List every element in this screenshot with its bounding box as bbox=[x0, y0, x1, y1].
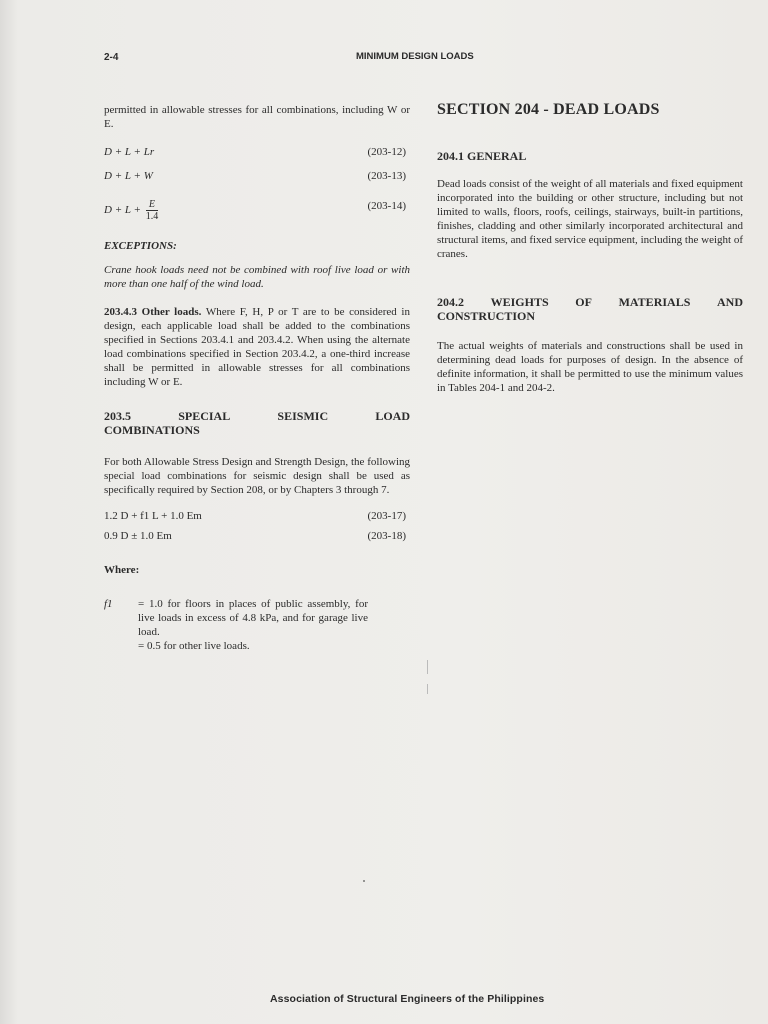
equation-number: (203-14) bbox=[367, 200, 406, 212]
heading-word: OF bbox=[575, 295, 592, 309]
section-204-1-text: Dead loads consist of the weight of all materials and fixed equipment incorporated into the building or other structure, including but not limited to walls, floors, roofs, ceilings, stairways, built-in partitions, finishes, cladding and other similarly incorporated architectural and structural items, and fixed service equipment, including the weight of cranes. bbox=[437, 178, 743, 260]
exceptions-label: EXCEPTIONS: bbox=[104, 240, 177, 252]
footer-organization: Association of Structural Engineers of the Philippines bbox=[270, 993, 545, 1005]
equation-expression: 0.9 D ± 1.0 Em bbox=[104, 530, 172, 542]
heading-word: 203.5 bbox=[104, 409, 131, 423]
scan-speck bbox=[363, 880, 365, 882]
equation-expression bbox=[104, 199, 158, 222]
heading-word: 204.2 bbox=[437, 295, 464, 309]
section-203-5-heading-line2: COMBINATIONS bbox=[104, 423, 200, 437]
where-label: Where: bbox=[104, 564, 140, 576]
section-203-4-3-heading: 203.4.3 Other loads. bbox=[104, 306, 202, 318]
heading-word: MATERIALS bbox=[618, 295, 691, 309]
equation-number: (203-13) bbox=[367, 170, 406, 182]
exceptions-text: Crane hook loads need not be combined with roof live load or with more than one half of the wind load. bbox=[104, 264, 410, 290]
fraction-denominator: 1.4 bbox=[145, 211, 159, 222]
equation-expression: 1.2 D + f1 L + 1.0 Em bbox=[104, 510, 202, 522]
fraction bbox=[146, 199, 159, 222]
equation-203-14 bbox=[104, 193, 410, 233]
where-definition-2: = 0.5 for other live loads. bbox=[138, 640, 250, 652]
section-204-title: SECTION 204 - DEAD LOADS bbox=[437, 101, 660, 118]
scan-mark bbox=[427, 660, 428, 674]
heading-word: AND bbox=[717, 295, 743, 309]
equation-203-13 bbox=[104, 169, 410, 193]
running-header-title: MINIMUM DESIGN LOADS bbox=[356, 51, 474, 62]
section-203-4-3 bbox=[104, 305, 410, 389]
heading-word: WEIGHTS bbox=[490, 295, 549, 309]
section-204-2-heading-line2: CONSTRUCTION bbox=[437, 309, 536, 323]
equation-number: (203-12) bbox=[367, 146, 406, 158]
equation-203-18 bbox=[104, 529, 410, 549]
fraction-numerator: E bbox=[146, 199, 159, 211]
intro-paragraph: permitted in allowable stresses for all combinations, including W or E. bbox=[104, 104, 410, 130]
equation-expression-text: D + L + bbox=[104, 204, 141, 217]
section-204-2-text: The actual weights of materials and constructions shall be used in determining dead loads for purposes of design. In the absence of definite information, it shall be permitted to use the minimum values in Tables 204-1 and 204-2. bbox=[437, 340, 743, 394]
section-203-5-text: For both Allowable Stress Design and Strength Design, the following special load combinations for seismic design shall be used as specifically required by Section 208, or by Chapters 3 through 7. bbox=[104, 456, 410, 496]
page-number: 2-4 bbox=[104, 52, 119, 63]
heading-word: SPECIAL bbox=[178, 409, 231, 423]
scan-mark bbox=[427, 684, 428, 694]
section-204-2-heading bbox=[437, 295, 743, 309]
left-column bbox=[104, 103, 410, 653]
section-203-4-3-text: Where F, H, P or T are to be considered in design, each applicable load shall be added to the combinations specified in Sections 203.4.1 and 203.4.2. When using the alternate load combinations specified in Section 203.4.2, a one-third increase shall be permitted in allowable stresses for all combinations including W or E. bbox=[104, 306, 410, 388]
section-203-5-heading bbox=[104, 409, 410, 423]
where-definition-1: = 1.0 for floors in places of public assembly, for live loads in excess of 4.8 kPa, and for garage live load. bbox=[138, 598, 368, 638]
equation-203-17 bbox=[104, 509, 410, 529]
heading-word: SEISMIC bbox=[277, 409, 329, 423]
section-204-1-heading: 204.1 GENERAL bbox=[437, 149, 527, 163]
equation-number: (203-17) bbox=[367, 510, 406, 522]
equation-expression: D + L + W bbox=[104, 170, 153, 182]
equation-expression: D + L + Lr bbox=[104, 146, 155, 158]
right-column bbox=[437, 103, 743, 395]
equation-number: (203-18) bbox=[367, 530, 406, 542]
heading-word: LOAD bbox=[375, 409, 410, 423]
where-definition bbox=[104, 597, 410, 653]
equation-203-12 bbox=[104, 145, 410, 169]
where-symbol: f1 bbox=[104, 598, 113, 610]
